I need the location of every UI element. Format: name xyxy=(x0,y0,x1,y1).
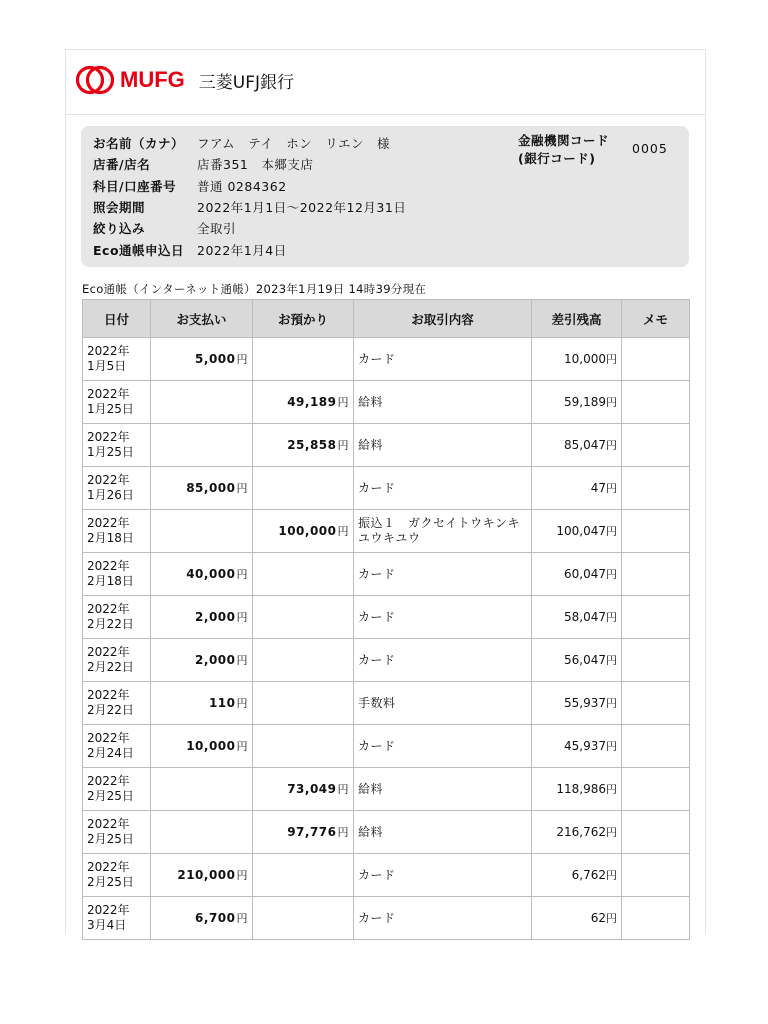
date-month-day: 2月24日 xyxy=(87,746,134,760)
table-row xyxy=(83,381,690,424)
cell-balance xyxy=(532,811,622,854)
description-line1: 給料 xyxy=(358,781,384,796)
date-year: 2022年 xyxy=(87,430,130,444)
cell-payment xyxy=(151,338,253,381)
info-value: 店番351 本郷支店 xyxy=(197,157,314,172)
info-label: Eco通帳申込日 xyxy=(93,243,185,258)
info-row-period xyxy=(93,198,406,218)
bank-code-label-line1: 金融機関コード xyxy=(518,133,610,148)
yen-unit: 円 xyxy=(337,525,349,538)
info-label: お名前（カナ） xyxy=(93,136,185,151)
date-month-day: 2月22日 xyxy=(87,703,134,717)
description-line1: 給料 xyxy=(358,394,384,409)
yen-unit: 円 xyxy=(606,525,617,538)
description-line1: カード xyxy=(358,566,396,581)
date-year: 2022年 xyxy=(87,774,130,788)
yen-unit: 円 xyxy=(606,697,617,710)
cell-balance xyxy=(532,424,622,467)
cell-payment xyxy=(151,897,253,940)
date-year: 2022年 xyxy=(87,344,130,358)
cell-balance xyxy=(532,854,622,897)
cell-deposit xyxy=(253,338,354,381)
table-row xyxy=(83,639,690,682)
balance-amount: 59,189 xyxy=(564,395,606,409)
cell-payment xyxy=(151,510,253,553)
cell-balance xyxy=(532,510,622,553)
balance-amount: 6,762 xyxy=(571,868,606,882)
cell-memo xyxy=(622,682,690,725)
cell-payment xyxy=(151,854,253,897)
date-month-day: 3月4日 xyxy=(87,918,127,932)
cell-balance xyxy=(532,682,622,725)
mufg-logo-icon xyxy=(76,65,114,95)
yen-unit: 円 xyxy=(606,740,617,753)
cell-deposit xyxy=(253,553,354,596)
info-value: フアム テイ ホン リエン 様 xyxy=(197,136,391,151)
cell-date xyxy=(83,596,151,639)
yen-unit: 円 xyxy=(606,396,617,409)
info-row-branch xyxy=(93,155,313,175)
cell-balance xyxy=(532,897,622,940)
date-year: 2022年 xyxy=(87,731,130,745)
cell-deposit xyxy=(253,725,354,768)
cell-date xyxy=(83,553,151,596)
balance-amount: 10,000 xyxy=(564,352,606,366)
cell-deposit xyxy=(253,467,354,510)
table-row xyxy=(83,553,690,596)
cell-description xyxy=(354,381,532,424)
cell-deposit xyxy=(253,768,354,811)
yen-unit: 円 xyxy=(337,783,349,796)
date-month-day: 2月18日 xyxy=(87,574,134,588)
cell-memo xyxy=(622,424,690,467)
cell-balance xyxy=(532,725,622,768)
cell-payment xyxy=(151,596,253,639)
header xyxy=(66,50,705,115)
info-value: 2022年1月4日 xyxy=(197,243,287,258)
table-row xyxy=(83,725,690,768)
yen-unit: 円 xyxy=(606,439,617,452)
table-row xyxy=(83,768,690,811)
description-line1: カード xyxy=(358,652,396,667)
cell-balance xyxy=(532,768,622,811)
description-line1: カード xyxy=(358,738,396,753)
cell-balance xyxy=(532,467,622,510)
yen-unit: 円 xyxy=(606,869,617,882)
column-header-memo: メモ xyxy=(622,300,690,338)
table-row xyxy=(83,682,690,725)
cell-deposit xyxy=(253,639,354,682)
yen-unit: 円 xyxy=(236,568,248,581)
info-label: 絞り込み xyxy=(93,221,146,236)
cell-payment xyxy=(151,639,253,682)
cell-deposit xyxy=(253,381,354,424)
cell-memo xyxy=(622,639,690,682)
cell-description xyxy=(354,596,532,639)
yen-unit: 円 xyxy=(236,912,248,925)
table-row xyxy=(83,338,690,381)
cell-deposit xyxy=(253,424,354,467)
cell-description xyxy=(354,897,532,940)
date-year: 2022年 xyxy=(87,559,130,573)
cell-date xyxy=(83,510,151,553)
info-value: 普通 0284362 xyxy=(197,179,287,194)
date-year: 2022年 xyxy=(87,387,130,401)
cell-date xyxy=(83,811,151,854)
description-line1: カード xyxy=(358,480,396,495)
date-month-day: 2月25日 xyxy=(87,875,134,889)
payment-amount: 2,000 xyxy=(195,653,236,667)
cell-payment xyxy=(151,424,253,467)
date-year: 2022年 xyxy=(87,602,130,616)
yen-unit: 円 xyxy=(236,697,248,710)
cell-payment xyxy=(151,768,253,811)
column-header-balance: 差引残高 xyxy=(532,300,622,338)
cell-date xyxy=(83,897,151,940)
info-row-account xyxy=(93,177,287,197)
cell-description xyxy=(354,424,532,467)
balance-amount: 85,047 xyxy=(564,438,606,452)
yen-unit: 円 xyxy=(236,740,248,753)
yen-unit: 円 xyxy=(337,396,349,409)
payment-amount: 110 xyxy=(208,696,236,710)
deposit-amount: 25,858 xyxy=(287,438,337,452)
description-line1: 手数料 xyxy=(358,695,396,710)
cell-balance xyxy=(532,596,622,639)
cell-payment xyxy=(151,553,253,596)
balance-amount: 216,762 xyxy=(556,825,606,839)
description-line2: ユウキユウ xyxy=(358,531,421,545)
cell-description xyxy=(354,338,532,381)
yen-unit: 円 xyxy=(236,654,248,667)
cell-date xyxy=(83,424,151,467)
cell-description xyxy=(354,811,532,854)
yen-unit: 円 xyxy=(606,353,617,366)
table-row xyxy=(83,424,690,467)
info-label: 店番/店名 xyxy=(93,157,151,172)
bank-code-label-line2: (銀行コード) xyxy=(518,151,596,166)
yen-unit: 円 xyxy=(606,611,617,624)
yen-unit: 円 xyxy=(606,654,617,667)
yen-unit: 円 xyxy=(337,826,349,839)
date-month-day: 2月25日 xyxy=(87,789,134,803)
yen-unit: 円 xyxy=(606,783,617,796)
account-info-panel xyxy=(81,126,689,267)
date-month-day: 1月25日 xyxy=(87,445,134,459)
cell-deposit xyxy=(253,854,354,897)
cell-date xyxy=(83,854,151,897)
transaction-rows xyxy=(83,338,690,940)
balance-amount: 60,047 xyxy=(564,567,606,581)
cell-balance xyxy=(532,381,622,424)
cell-memo xyxy=(622,768,690,811)
cell-description xyxy=(354,639,532,682)
deposit-amount: 97,776 xyxy=(287,825,337,839)
date-month-day: 2月25日 xyxy=(87,832,134,846)
info-value: 2022年1月1日〜2022年12月31日 xyxy=(197,200,407,215)
payment-amount: 210,000 xyxy=(177,868,236,882)
cell-description xyxy=(354,854,532,897)
cell-date xyxy=(83,725,151,768)
balance-amount: 62 xyxy=(590,911,606,925)
cell-memo xyxy=(622,338,690,381)
payment-amount: 5,000 xyxy=(195,352,236,366)
cell-balance xyxy=(532,553,622,596)
payment-amount: 6,700 xyxy=(195,911,236,925)
table-row xyxy=(83,854,690,897)
description-line1: 給料 xyxy=(358,437,384,452)
bank-code-value: 0005 xyxy=(632,141,668,156)
info-value: 全取引 xyxy=(197,221,237,236)
cell-description xyxy=(354,553,532,596)
cell-payment xyxy=(151,381,253,424)
info-label: 照会期間 xyxy=(93,200,146,215)
cell-payment xyxy=(151,725,253,768)
date-year: 2022年 xyxy=(87,860,130,874)
column-header-payment: お支払い xyxy=(151,300,253,338)
description-line1: カード xyxy=(358,867,396,882)
cell-date xyxy=(83,381,151,424)
cell-description xyxy=(354,682,532,725)
balance-amount: 58,047 xyxy=(564,610,606,624)
date-year: 2022年 xyxy=(87,645,130,659)
cell-memo xyxy=(622,510,690,553)
mufg-logo xyxy=(76,65,294,95)
cell-memo xyxy=(622,725,690,768)
cell-memo xyxy=(622,811,690,854)
cell-description xyxy=(354,510,532,553)
cell-memo xyxy=(622,553,690,596)
cell-payment xyxy=(151,811,253,854)
cell-deposit xyxy=(253,596,354,639)
date-month-day: 1月25日 xyxy=(87,402,134,416)
transaction-table xyxy=(82,299,690,940)
balance-amount: 118,986 xyxy=(556,782,606,796)
column-header-date: 日付 xyxy=(83,300,151,338)
cell-deposit xyxy=(253,682,354,725)
cell-memo xyxy=(622,596,690,639)
info-label: 科目/口座番号 xyxy=(93,179,177,194)
cell-memo xyxy=(622,467,690,510)
info-row-eco-date xyxy=(93,241,287,261)
yen-unit: 円 xyxy=(606,826,617,839)
table-row xyxy=(83,897,690,940)
cell-date xyxy=(83,768,151,811)
table-row xyxy=(83,596,690,639)
balance-amount: 100,047 xyxy=(556,524,606,538)
deposit-amount: 49,189 xyxy=(287,395,337,409)
description-line1: カード xyxy=(358,351,396,366)
cell-payment xyxy=(151,467,253,510)
yen-unit: 円 xyxy=(236,611,248,624)
cell-memo xyxy=(622,854,690,897)
yen-unit: 円 xyxy=(606,912,617,925)
cell-memo xyxy=(622,381,690,424)
payment-amount: 40,000 xyxy=(186,567,236,581)
bank-name: 三菱UFJ銀行 xyxy=(198,72,295,93)
cell-date xyxy=(83,639,151,682)
description-line1: 給料 xyxy=(358,824,384,839)
cell-date xyxy=(83,338,151,381)
cell-date xyxy=(83,467,151,510)
balance-amount: 55,937 xyxy=(564,696,606,710)
date-month-day: 1月5日 xyxy=(87,359,127,373)
as-of-caption: Eco通帳（インターネット通帳）2023年1月19日 14時39分現在 xyxy=(82,282,427,296)
payment-amount: 10,000 xyxy=(186,739,236,753)
date-month-day: 2月22日 xyxy=(87,617,134,631)
date-year: 2022年 xyxy=(87,516,130,530)
balance-amount: 47 xyxy=(590,481,606,495)
date-year: 2022年 xyxy=(87,817,130,831)
cell-deposit xyxy=(253,510,354,553)
table-row xyxy=(83,467,690,510)
bank-code-label xyxy=(518,132,609,168)
yen-unit: 円 xyxy=(236,482,248,495)
logo-text: MUFG xyxy=(120,67,185,92)
date-year: 2022年 xyxy=(87,688,130,702)
cell-memo xyxy=(622,897,690,940)
description-line1: 振込１ ガクセイトウキンキ xyxy=(358,516,521,530)
cell-payment xyxy=(151,682,253,725)
payment-amount: 2,000 xyxy=(195,610,236,624)
column-header-description: お取引内容 xyxy=(354,300,532,338)
cell-balance xyxy=(532,338,622,381)
cell-deposit xyxy=(253,897,354,940)
yen-unit: 円 xyxy=(606,568,617,581)
yen-unit: 円 xyxy=(236,869,248,882)
cell-deposit xyxy=(253,811,354,854)
date-year: 2022年 xyxy=(87,473,130,487)
info-row-filter xyxy=(93,219,236,239)
yen-unit: 円 xyxy=(236,353,248,366)
cell-description xyxy=(354,768,532,811)
description-line1: カード xyxy=(358,910,396,925)
payment-amount: 85,000 xyxy=(186,481,236,495)
deposit-amount: 73,049 xyxy=(287,782,337,796)
cell-description xyxy=(354,725,532,768)
table-header-row xyxy=(83,300,690,338)
deposit-amount: 100,000 xyxy=(278,524,337,538)
yen-unit: 円 xyxy=(606,482,617,495)
cell-balance xyxy=(532,639,622,682)
date-month-day: 2月22日 xyxy=(87,660,134,674)
balance-amount: 45,937 xyxy=(564,739,606,753)
date-year: 2022年 xyxy=(87,903,130,917)
table-row xyxy=(83,811,690,854)
date-month-day: 2月18日 xyxy=(87,531,134,545)
yen-unit: 円 xyxy=(337,439,349,452)
description-line1: カード xyxy=(358,609,396,624)
info-row-name xyxy=(93,134,390,154)
table-row xyxy=(83,510,690,553)
date-month-day: 1月26日 xyxy=(87,488,134,502)
column-header-deposit: お預かり xyxy=(253,300,354,338)
cell-date xyxy=(83,682,151,725)
statement-page xyxy=(65,49,706,935)
cell-description xyxy=(354,467,532,510)
balance-amount: 56,047 xyxy=(564,653,606,667)
